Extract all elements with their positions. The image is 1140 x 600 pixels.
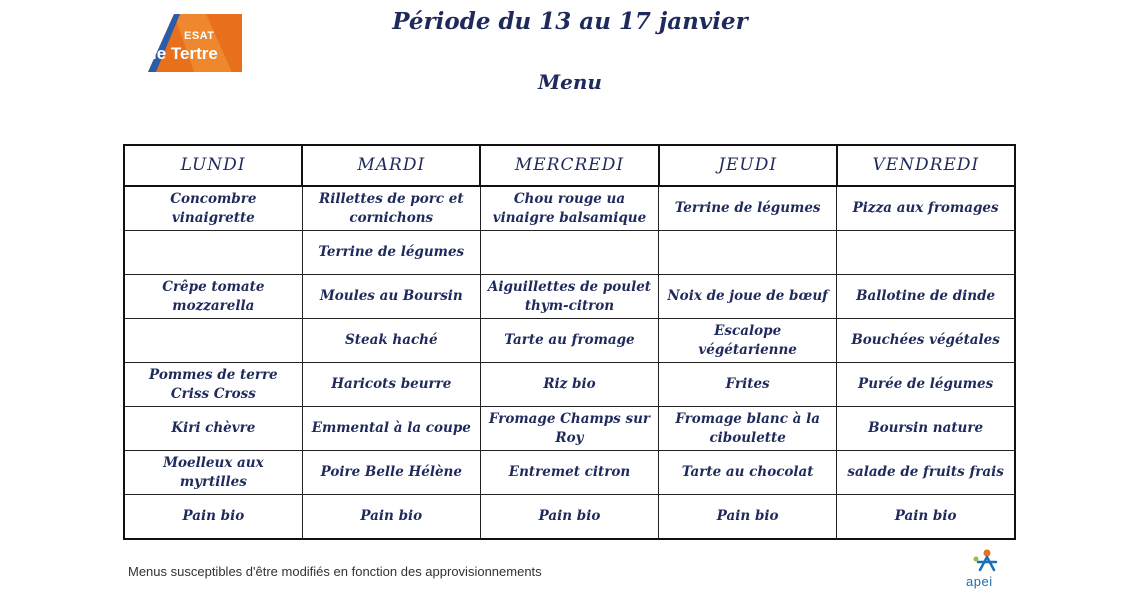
menu-cell-lundi: Kiri chèvre (124, 407, 302, 451)
table-row (124, 186, 1015, 231)
menu-cell-vendredi: Boursin nature (837, 407, 1015, 451)
menu-cell-vendredi: Purée de légumes (837, 363, 1015, 407)
menu-header-row (124, 145, 1015, 186)
menu-cell-lundi: Pommes de terre Criss Cross (124, 363, 302, 407)
menu-cell-vendredi: Bouchées végétales (837, 319, 1015, 363)
menu-cell-lundi (124, 319, 302, 363)
menu-body (124, 186, 1015, 539)
table-row (124, 407, 1015, 451)
column-header-mercredi: MERCREDI (480, 145, 658, 186)
menu-cell-lundi: Moelleux aux myrtilles (124, 451, 302, 495)
menu-cell-mercredi: Entremet citron (480, 451, 658, 495)
menu-cell-vendredi: Ballotine de dinde (837, 275, 1015, 319)
menu-cell-jeudi: Pain bio (659, 495, 837, 540)
menu-cell-jeudi: Tarte au chocolat (659, 451, 837, 495)
menu-cell-lundi: Concombre vinaigrette (124, 186, 302, 231)
column-header-jeudi: JEUDI (659, 145, 837, 186)
footer-note: Menus susceptibles d'être modifiés en fonction des approvisionnements (128, 564, 542, 579)
table-row (124, 319, 1015, 363)
table-row (124, 363, 1015, 407)
menu-cell-mardi: Poire Belle Hélène (302, 451, 480, 495)
menu-cell-mardi: Terrine de légumes (302, 231, 480, 275)
menu-cell-mercredi: Fromage Champs sur Roy (480, 407, 658, 451)
menu-cell-mardi: Pain bio (302, 495, 480, 540)
menu-cell-lundi (124, 231, 302, 275)
menu-cell-mercredi: Aiguillettes de poulet thym-citron (480, 275, 658, 319)
apei-logo (964, 548, 1010, 596)
page-subtitle: Menu (538, 70, 602, 94)
menu-cell-mardi: Steak haché (302, 319, 480, 363)
menu-cell-vendredi (837, 231, 1015, 275)
menu-cell-jeudi (659, 231, 837, 275)
menu-cell-mercredi: Tarte au fromage (480, 319, 658, 363)
menu-cell-vendredi: salade de fruits frais (837, 451, 1015, 495)
menu-cell-jeudi: Noix de joue de bœuf (659, 275, 837, 319)
table-row (124, 495, 1015, 540)
table-row (124, 275, 1015, 319)
logo-esat-text: ESAT (184, 30, 215, 42)
column-header-mardi: MARDI (302, 145, 480, 186)
menu-cell-lundi: Pain bio (124, 495, 302, 540)
menu-cell-jeudi: Escalope végétarienne (659, 319, 837, 363)
apei-logo-text: apei (966, 574, 993, 589)
menu-cell-jeudi: Fromage blanc à la ciboulette (659, 407, 837, 451)
menu-cell-mercredi: Riz bio (480, 363, 658, 407)
table-row (124, 451, 1015, 495)
logo-name-text: le Tertre (152, 44, 218, 63)
menu-cell-jeudi: Frites (659, 363, 837, 407)
menu-cell-vendredi: Pizza aux fromages (837, 186, 1015, 231)
column-header-lundi: LUNDI (124, 145, 302, 186)
menu-cell-jeudi: Terrine de légumes (659, 186, 837, 231)
menu-cell-mardi: Rillettes de porc et cornichons (302, 186, 480, 231)
menu-cell-vendredi: Pain bio (837, 495, 1015, 540)
menu-cell-mardi: Haricots beurre (302, 363, 480, 407)
menu-table (123, 144, 1016, 540)
menu-cell-lundi: Crêpe tomate mozzarella (124, 275, 302, 319)
menu-cell-mercredi: Pain bio (480, 495, 658, 540)
table-row (124, 231, 1015, 275)
column-header-vendredi: VENDREDI (837, 145, 1015, 186)
menu-cell-mardi: Emmental à la coupe (302, 407, 480, 451)
page-title: Période du 13 au 17 janvier (392, 8, 748, 35)
menu-cell-mercredi (480, 231, 658, 275)
menu-cell-mercredi: Chou rouge ua vinaigre balsamique (480, 186, 658, 231)
menu-cell-mardi: Moules au Boursin (302, 275, 480, 319)
